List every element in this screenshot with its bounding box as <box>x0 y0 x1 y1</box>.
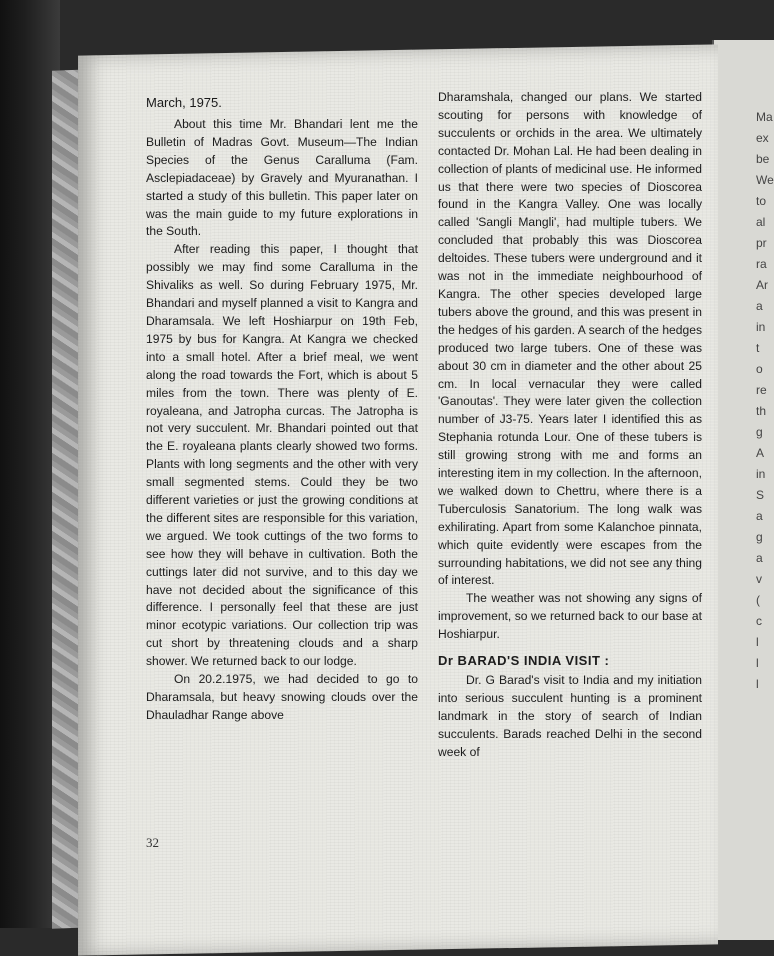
left-column <box>146 116 418 725</box>
right-paragraph-2: The weather was not showing any signs of improvement, so we returned back to our base at Hoshiarpur. <box>438 591 702 642</box>
adjacent-page-fragment: ( <box>756 593 760 607</box>
adjacent-page-fragment: v <box>756 572 762 586</box>
adjacent-page-fragment: a <box>756 299 763 313</box>
right-paragraph-1: Dharamshala, changed our plans. We started scouting for persons with knowledge of succulents or orchids in the area. We ultimately contacted Dr. Mohan Lal. He had been dealing in collection of plants of medicinal use. He informed us that there were two species of Dioscorea found in the Kangra Valley. One was locally called 'Sangli Mangli', had multiple tubers. We concluded that probably this was Dioscorea deltoides. These tubers were underground and it was not in the immediate neighbourhood of Kangra. The other species developed large tubers above the ground, and this was present in the hedges of his garden. A search of the hedges produced two large tubers. One of these was about 30 cm in diameter and the other about 25 cm. In local vernacular they were called 'Ganoutas'. They were later given the collection number of J3-75. Years later I identified this as Stephania rotunda Lour. One of these tubers is still growing strong with me and forms an interesting item in my collection. In the afternoon, we walked down to Chettru, where there is a Tuberculosis Sanatorium. The long walk was exhilirating. Apart from some Kalanchoe pinnata, which quite evidently were escapes from the surrounding habitations, we did not see any thing of interest. <box>438 90 702 588</box>
adjacent-page-fragment: ex <box>756 131 769 145</box>
adjacent-page-fragment: We <box>756 173 774 187</box>
adjacent-page-fragment: a <box>756 551 763 565</box>
adjacent-page-fragment: a <box>756 509 763 523</box>
left-paragraph-3: On 20.2.1975, we had decided to go to Dharamsala, but heavy snowing clouds over the Dhauladhar Range above <box>146 672 418 722</box>
adjacent-page-fragment: Ar <box>756 278 768 292</box>
adjacent-page-fragment: re <box>756 383 767 397</box>
adjacent-page-fragment: g <box>756 425 763 439</box>
adjacent-page-fragment: be <box>756 152 770 166</box>
adjacent-page-fragment: c <box>756 614 762 628</box>
adjacent-page-fragment: to <box>756 194 767 208</box>
adjacent-page-fragment: l <box>756 635 759 649</box>
adjacent-page-fragment: l <box>756 677 759 691</box>
left-paragraph-1: About this time Mr. Bhandari lent me the Bulletin of Madras Govt. Museum—The Indian Species of the Genus Caralluma (Fam. Asclepiadaceae) by Gravely and Myuranathan. I started a study of this bulletin. This paper later on was the main guide to my future explorations in the South. <box>146 117 418 239</box>
adjacent-page-fragment: al <box>756 215 766 229</box>
adjacent-page-fragment: o <box>756 362 763 376</box>
adjacent-page <box>712 40 774 940</box>
left-paragraph-2: After reading this paper, I thought that possibly we may find some Caralluma in the Shivaliks as well. So during February 1975, Mr. Bhandari and myself planned a visit to Kangra and Dharamsala. We left Hoshiarpur on 19th Feb, 1975 by bus for Kangra. At Kangra we checked into a small hotel. After a brief meal, we went along the road towards the Fort, which is about 5 miles from the town. There was plenty of E. royaleana, and Jatropha curcas. The Jatropha is not very succulent. Mr. Bhandari pointed out that the E. royaleana plants clearly showed two forms. Plants with long segments and the other with very small segmented stems. Could they be two different varieties or just the growing conditions at the different sites are responsible for this variation, we argued. We took cuttings of the two forms to see how they will behave in cultivation. Both the cuttings later did not survive, and to this day we have not decided about the significance of this difference. I personally feel that these are just minor ecotypic variations. Our collection trip was cut short by threatening clouds and a sharp shower. We returned back to our lodge. <box>146 242 418 669</box>
adjacent-page-fragment: l <box>756 656 759 670</box>
page-number: 32 <box>146 835 159 850</box>
book-spine-shadow <box>0 0 60 928</box>
adjacent-page-fragment: g <box>756 530 763 544</box>
adjacent-page-fragment: S <box>756 488 765 502</box>
adjacent-page-fragment: A <box>756 446 765 460</box>
adjacent-page-fragment: in <box>756 320 766 334</box>
adjacent-page-fragment: ra <box>756 257 767 271</box>
adjacent-page-fragment: t <box>756 341 760 355</box>
adjacent-page-fragment: in <box>756 467 766 481</box>
section-paragraph: Dr. G Barad's visit to India and my initiation into serious succulent hunting is a prominent landmark in the story of search of Indian succulents. Barads reached Delhi in the second week of <box>438 673 702 759</box>
adjacent-page-fragment: Ma <box>756 110 773 124</box>
section-heading: Dr BARAD'S INDIA VISIT : <box>438 653 610 669</box>
date-heading: March, 1975. <box>146 95 222 110</box>
adjacent-page-fragment: pr <box>756 236 767 250</box>
right-column <box>438 89 702 762</box>
adjacent-page-fragment: th <box>756 404 767 418</box>
